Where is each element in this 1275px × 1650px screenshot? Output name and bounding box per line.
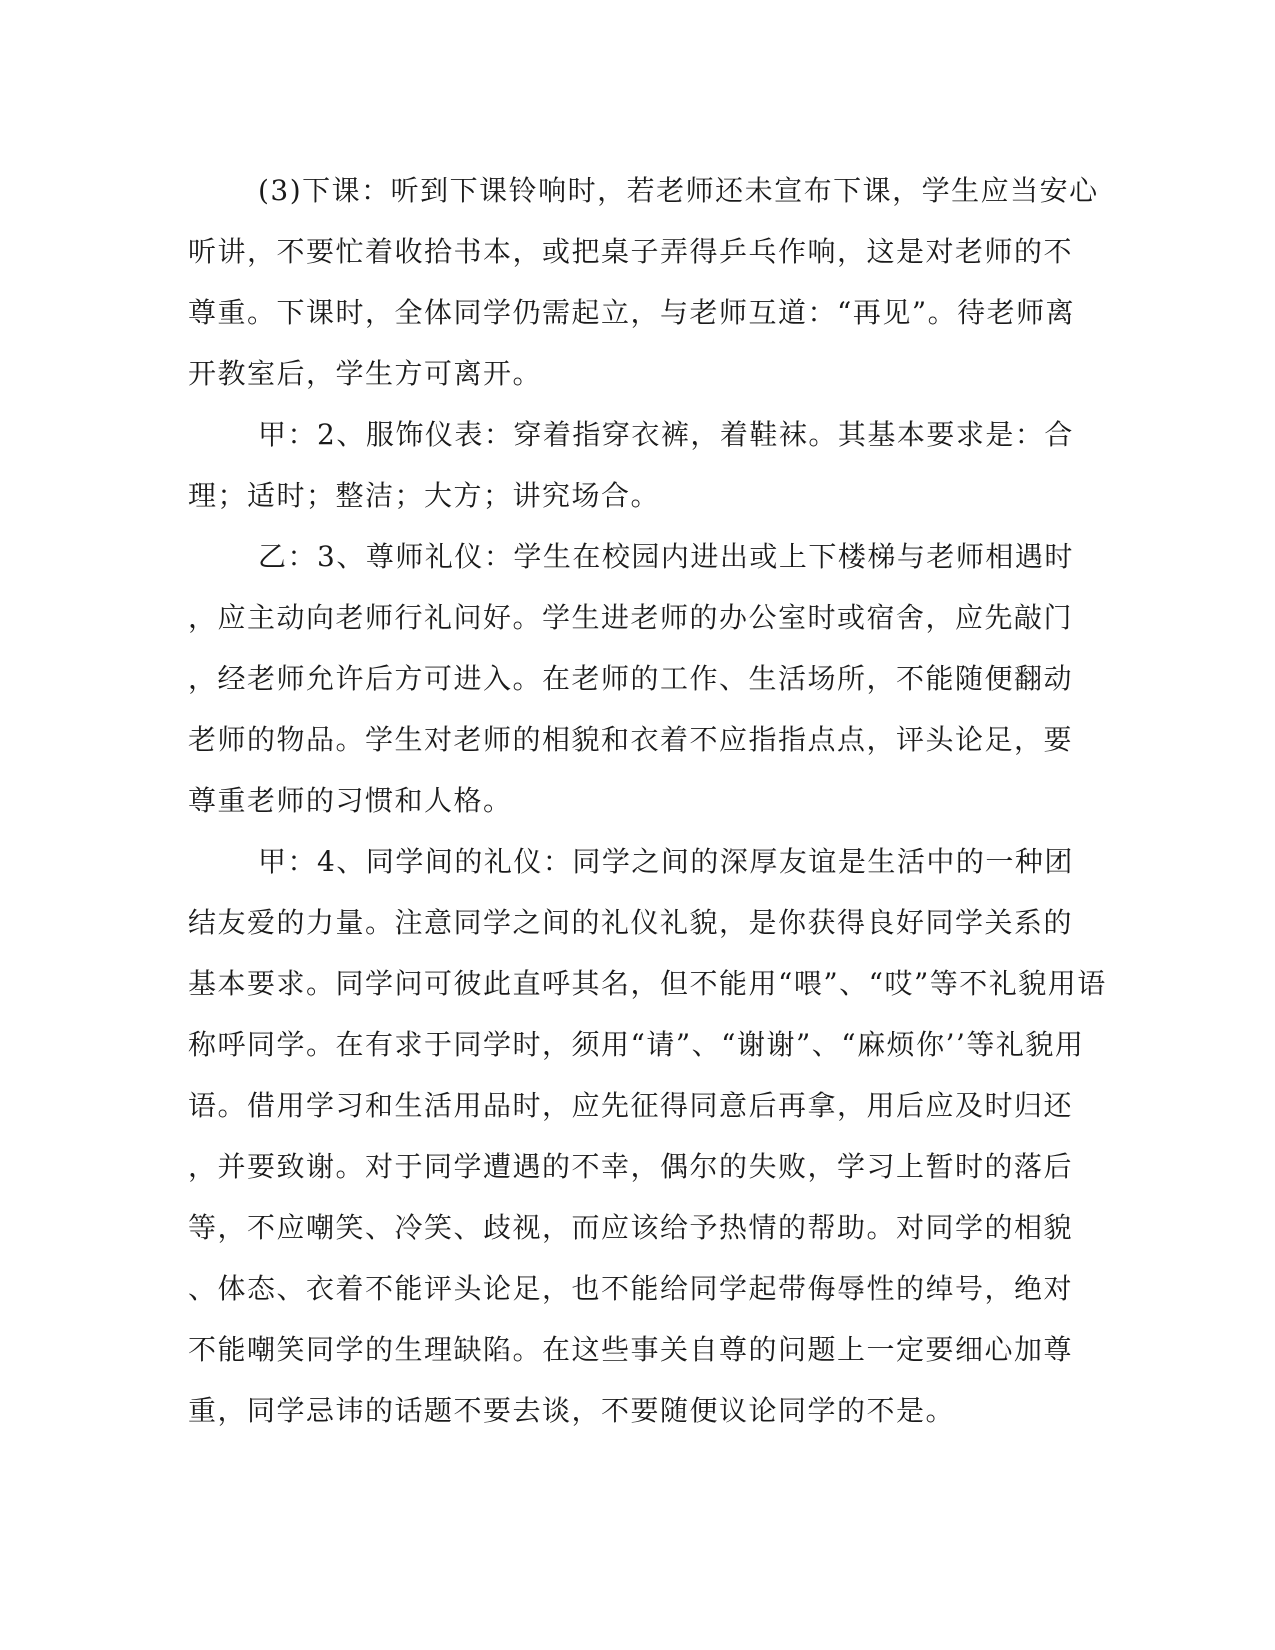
text-line: ，应主动向老师行礼问好。学生进老师的办公室时或宿舍，应先敲门 (188, 601, 1074, 634)
paragraph-class-dismissal (188, 160, 1099, 404)
text-line: 听讲，不要忙着收拾书本，或把桌子弄得乒乓作响，这是对老师的不 (188, 235, 1074, 268)
text-line: 理；适时；整洁；大方；讲究场合。 (188, 479, 661, 512)
text-line: 老师的物品。学生对老师的相貌和衣着不应指指点点，评头论足，要 (188, 723, 1074, 756)
text-line: 乙：3、尊师礼仪：学生在校园内进出或上下楼梯与老师相遇时 (258, 540, 1074, 573)
text-line: 称呼同学。在有求于同学时，须用“请”、“谢谢”、“麻烦你’’等礼貌用 (188, 1028, 1085, 1061)
text-line: 重，同学忌讳的话题不要去谈，不要随便议论同学的不是。 (188, 1394, 956, 1427)
text-line: 不能嘲笑同学的生理缺陷。在这些事关自尊的问题上一定要细心加尊 (188, 1333, 1074, 1366)
paragraph-classmate-etiquette (188, 831, 1107, 1563)
text-line: 开教室后，学生方可离开。 (188, 357, 543, 390)
text-line: 尊重。下课时，全体同学仍需起立，与老师互道：“再见”。待老师离 (188, 296, 1076, 329)
text-line: 结友爱的力量。注意同学之间的礼仪礼貌，是你获得良好同学关系的 (188, 906, 1074, 939)
text-line: ，并要致谢。对于同学遭遇的不幸，偶尔的失败，学习上暂时的落后 (188, 1150, 1074, 1183)
text-line: (3)下课：听到下课铃响时，若老师还未宣布下课，学生应当安心 (258, 174, 1099, 207)
text-line: 基本要求。同学问可彼此直呼其名，但不能用“喂”、“哎”等不礼貌用语 (188, 967, 1107, 1000)
paragraph-dress-appearance (188, 404, 1088, 526)
text-line: ，经老师允许后方可进入。在老师的工作、生活场所，不能随便翻动 (188, 662, 1074, 695)
text-line (188, 1502, 1088, 1563)
text-line: 等，不应嘲笑、冷笑、歧视，而应该给予热情的帮助。对同学的相貌 (188, 1211, 1074, 1244)
document-body (188, 160, 1107, 1563)
text-line: 、体态、衣着不能评头论足，也不能给同学起带侮辱性的绰号，绝对 (188, 1272, 1074, 1305)
text-line: 语。借用学习和生活用品时，应先征得同意后再拿，用后应及时归还 (188, 1089, 1074, 1122)
text-line (188, 1441, 1088, 1502)
text-line: 尊重老师的习惯和人格。 (188, 784, 513, 817)
text-line: 甲：2、服饰仪表：穿着指穿衣裤，着鞋袜。其基本要求是：合 (258, 418, 1074, 451)
paragraph-respect-teachers (188, 526, 1088, 831)
text-line: 甲：4、同学间的礼仪：同学之间的深厚友谊是生活中的一种团 (258, 845, 1074, 878)
